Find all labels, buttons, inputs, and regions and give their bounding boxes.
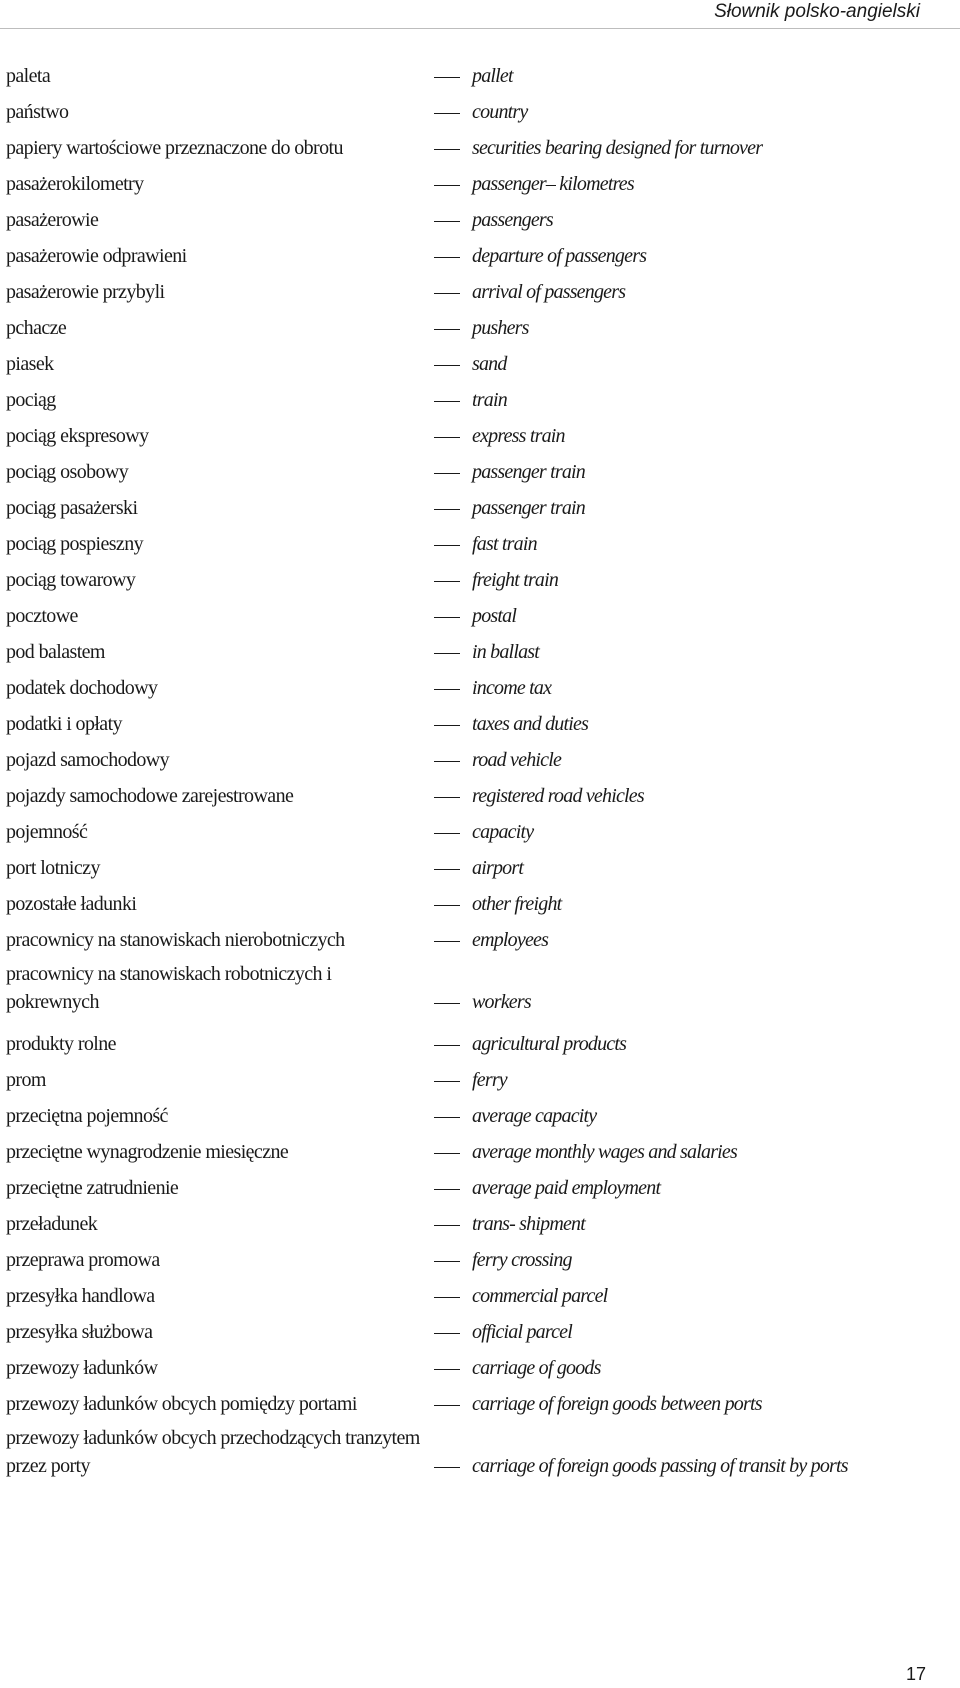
- glossary-entry: [0, 1138, 960, 1166]
- term-polish: pojazd samochodowy: [6, 749, 170, 771]
- dash-separator: [434, 725, 460, 726]
- term-polish: przesyłka służbowa: [6, 1321, 153, 1343]
- term-polish: pod balastem: [6, 641, 105, 663]
- term-polish: przeprawa promowa: [6, 1249, 160, 1271]
- term-polish: produkty rolne: [6, 1033, 116, 1055]
- dash-separator: [434, 185, 460, 186]
- dash-separator: [434, 1261, 460, 1262]
- glossary-entry: [0, 1102, 960, 1130]
- term-english: carriage of foreign goods passing of transit by ports: [472, 1455, 848, 1477]
- dash-separator: [434, 365, 460, 366]
- term-english: taxes and duties: [472, 713, 589, 735]
- dash-separator: [434, 545, 460, 546]
- glossary-entry: [0, 206, 960, 234]
- term-polish: pociąg towarowy: [6, 569, 136, 591]
- dash-separator: [434, 113, 460, 114]
- term-english: securities bearing designed for turnover: [472, 137, 763, 159]
- glossary-entry: [0, 494, 960, 522]
- glossary-entry: [0, 854, 960, 882]
- term-english: freight train: [472, 569, 559, 591]
- term-polish: port lotniczy: [6, 857, 100, 879]
- term-english: pallet: [472, 65, 513, 87]
- header-rule: [0, 28, 960, 29]
- glossary-entry: [0, 746, 960, 774]
- glossary-entry: [0, 458, 960, 486]
- glossary-entry: [0, 134, 960, 162]
- dash-separator: [434, 1045, 460, 1046]
- dash-separator: [434, 509, 460, 510]
- dash-separator: [434, 797, 460, 798]
- term-english: passenger train: [472, 497, 586, 519]
- glossary-entry: [0, 422, 960, 450]
- glossary-entry: [0, 350, 960, 378]
- dash-separator: [434, 401, 460, 402]
- term-english: employees: [472, 929, 549, 951]
- dash-separator: [434, 257, 460, 258]
- dash-separator: [434, 1003, 460, 1004]
- dash-separator: [434, 77, 460, 78]
- term-polish: paleta: [6, 65, 51, 87]
- term-polish: papiery wartościowe przeznaczone do obrotu: [6, 137, 343, 159]
- term-english: in ballast: [472, 641, 540, 663]
- term-english: commercial parcel: [472, 1285, 608, 1307]
- term-english: sand: [472, 353, 507, 375]
- glossary-entry: [0, 1424, 960, 1480]
- glossary-entry: [0, 386, 960, 414]
- term-polish: pasażerowie: [6, 209, 99, 231]
- glossary-entry: [0, 602, 960, 630]
- term-english: arrival of passengers: [472, 281, 626, 303]
- term-polish: pozostałe ładunki: [6, 893, 137, 915]
- dash-separator: [434, 1405, 460, 1406]
- term-polish: pocztowe: [6, 605, 78, 627]
- term-english: pushers: [472, 317, 529, 339]
- term-english: postal: [472, 605, 517, 627]
- term-english: country: [472, 101, 528, 123]
- dash-separator: [434, 653, 460, 654]
- dash-separator: [434, 869, 460, 870]
- term-polish: pociąg pasażerski: [6, 497, 138, 519]
- glossary-entry: [0, 1030, 960, 1058]
- dash-separator: [434, 1333, 460, 1334]
- dash-separator: [434, 1189, 460, 1190]
- term-english: capacity: [472, 821, 534, 843]
- term-english: carriage of foreign goods between ports: [472, 1393, 762, 1415]
- glossary-entry: [0, 926, 960, 954]
- term-english: average monthly wages and salaries: [472, 1141, 737, 1163]
- term-english: express train: [472, 425, 565, 447]
- dash-separator: [434, 617, 460, 618]
- term-polish: pociąg ekspresowy: [6, 425, 149, 447]
- glossary-entry: [0, 710, 960, 738]
- term-polish: pchacze: [6, 317, 67, 339]
- term-polish: pracownicy na stanowiskach nierobotniczych: [6, 929, 345, 951]
- header-title: Słownik polsko-angielski: [714, 1, 920, 22]
- term-english: passengers: [472, 209, 553, 231]
- dash-separator: [434, 689, 460, 690]
- term-english: average capacity: [472, 1105, 597, 1127]
- dash-separator: [434, 473, 460, 474]
- dash-separator: [434, 1225, 460, 1226]
- term-polish: pasażerowie odprawieni: [6, 245, 187, 267]
- term-english: other freight: [472, 893, 562, 915]
- term-polish: przeciętna pojemność: [6, 1105, 168, 1127]
- page-header: [0, 0, 960, 28]
- glossary-entry: [0, 674, 960, 702]
- glossary-entry: [0, 1174, 960, 1202]
- term-english: fast train: [472, 533, 537, 555]
- term-english: workers: [472, 991, 531, 1013]
- dash-separator: [434, 581, 460, 582]
- term-polish: pojemność: [6, 821, 88, 843]
- term-polish: pasażerokilometry: [6, 173, 144, 195]
- glossary-entry: [0, 1246, 960, 1274]
- term-english: departure of passengers: [472, 245, 647, 267]
- glossary-entry: [0, 890, 960, 918]
- dash-separator: [434, 1297, 460, 1298]
- glossary-entry: [0, 638, 960, 666]
- term-english: airport: [472, 857, 524, 879]
- glossary-entry: [0, 98, 960, 126]
- term-english: passenger– kilometres: [472, 173, 634, 195]
- term-english: registered road vehicles: [472, 785, 644, 807]
- term-polish: państwo: [6, 101, 69, 123]
- term-polish: pojazdy samochodowe zarejestrowane: [6, 785, 294, 807]
- glossary-entry: [0, 278, 960, 306]
- glossary-entry: [0, 818, 960, 846]
- dash-separator: [434, 1467, 460, 1468]
- glossary-entry: [0, 1210, 960, 1238]
- term-polish: przewozy ładunków: [6, 1357, 158, 1379]
- glossary-entry: [0, 1390, 960, 1418]
- dash-separator: [434, 1153, 460, 1154]
- term-english: official parcel: [472, 1321, 573, 1343]
- term-english: agricultural products: [472, 1033, 627, 1055]
- term-polish: pracownicy na stanowiskach robotniczych i pokrewnych: [6, 963, 332, 1013]
- term-english: income tax: [472, 677, 552, 699]
- dash-separator: [434, 293, 460, 294]
- dash-separator: [434, 329, 460, 330]
- dash-separator: [434, 1081, 460, 1082]
- dash-separator: [434, 761, 460, 762]
- term-polish: przewozy ładunków obcych przechodzących tranzytem przez porty: [6, 1427, 420, 1477]
- glossary-entry: [0, 170, 960, 198]
- term-polish: piasek: [6, 353, 54, 375]
- glossary-entry: [0, 566, 960, 594]
- term-polish: prom: [6, 1069, 46, 1091]
- dash-separator: [434, 905, 460, 906]
- term-polish: podatek dochodowy: [6, 677, 158, 699]
- term-english: passenger train: [472, 461, 586, 483]
- glossary-entry: [0, 1066, 960, 1094]
- term-english: average paid employment: [472, 1177, 661, 1199]
- term-english: road vehicle: [472, 749, 562, 771]
- glossary-entry: [0, 782, 960, 810]
- term-polish: przewozy ładunków obcych pomiędzy portami: [6, 1393, 357, 1415]
- term-english: carriage of goods: [472, 1357, 601, 1379]
- glossary-entry: [0, 1354, 960, 1382]
- term-polish: przeciętne wynagrodzenie miesięczne: [6, 1141, 289, 1163]
- glossary-entry: [0, 530, 960, 558]
- term-polish: przesyłka handlowa: [6, 1285, 155, 1307]
- dash-separator: [434, 833, 460, 834]
- glossary-entry: [0, 1318, 960, 1346]
- glossary-entry: [0, 242, 960, 270]
- dash-separator: [434, 1117, 460, 1118]
- dash-separator: [434, 437, 460, 438]
- term-polish: przeciętne zatrudnienie: [6, 1177, 179, 1199]
- term-polish: pociąg: [6, 389, 56, 411]
- term-polish: pociąg osobowy: [6, 461, 129, 483]
- glossary-entry: [0, 960, 960, 1016]
- term-english: ferry crossing: [472, 1249, 572, 1271]
- dash-separator: [434, 941, 460, 942]
- dash-separator: [434, 149, 460, 150]
- term-english: ferry: [472, 1069, 507, 1091]
- dash-separator: [434, 221, 460, 222]
- glossary-entry: [0, 62, 960, 90]
- term-english: trans- shipment: [472, 1213, 586, 1235]
- term-polish: podatki i opłaty: [6, 713, 122, 735]
- glossary-entry: [0, 314, 960, 342]
- term-polish: przeładunek: [6, 1213, 98, 1235]
- term-english: train: [472, 389, 507, 411]
- page-number: 17: [905, 1664, 926, 1684]
- dash-separator: [434, 1369, 460, 1370]
- glossary-entry: [0, 1282, 960, 1310]
- term-polish: pasażerowie przybyli: [6, 281, 165, 303]
- term-polish: pociąg pospieszny: [6, 533, 143, 555]
